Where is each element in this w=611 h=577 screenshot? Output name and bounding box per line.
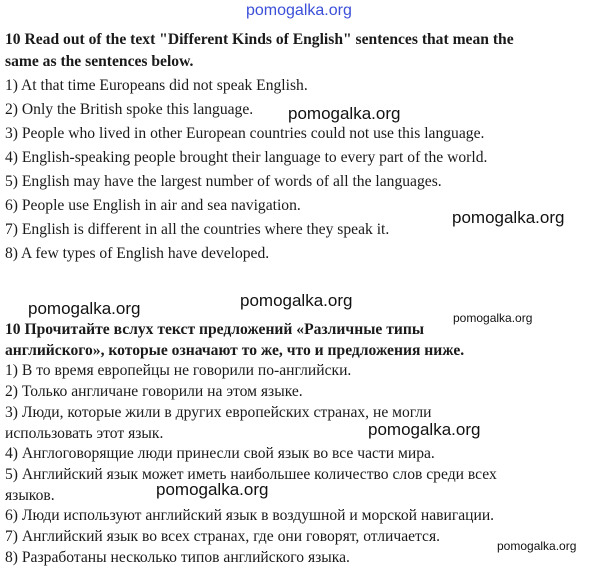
watermark-top: pomogalka.org	[246, 2, 352, 19]
watermark-3: pomogalka.org	[28, 299, 141, 318]
english-sentence-4: 4) English-speaking people brought their language to every part of the world.	[5, 149, 488, 166]
english-sentence-1: 1) At that time Europeans did not speak English.	[5, 77, 308, 94]
english-sentence-2: 2) Only the British spoke this language.	[5, 101, 254, 118]
russian-line-2: 2) Только англичане говорили на этом языке.	[5, 383, 303, 400]
russian-line-6: 5) Английский язык может иметь наибольшее количество слов среди всех	[5, 466, 497, 483]
russian-heading-line2: английского», которые означают то же, что и предложения ниже.	[5, 342, 465, 359]
english-sentence-3: 3) People who lived in other European countries could not use this language.	[5, 125, 485, 142]
russian-line-1: 1) В то время европейцы не говорили по-английски.	[5, 362, 352, 379]
english-heading-line1: 10 Read out of the text "Different Kinds of English" sentences that mean the	[5, 31, 514, 48]
russian-line-8: 6) Люди используют английский язык в воздушной и морской навигации.	[5, 507, 495, 524]
english-sentence-5: 5) English may have the largest number of words of all the languages.	[5, 173, 442, 190]
russian-line-4: использовать этот язык.	[5, 425, 164, 442]
watermark-1: pomogalka.org	[288, 104, 401, 123]
russian-heading-line1: 10 Прочитайте вслух текст предложений «Различные типы	[5, 321, 424, 338]
watermark-4: pomogalka.org	[240, 291, 353, 310]
english-heading-line2: same as the sentences below.	[5, 53, 194, 70]
english-sentence-8: 8) A few types of English have developed.	[5, 245, 270, 262]
watermark-6: pomogalka.org	[368, 420, 481, 439]
watermark-2: pomogalka.org	[452, 208, 565, 227]
english-sentence-6: 6) People use English in air and sea navigation.	[5, 197, 301, 214]
watermark-5: pomogalka.org	[453, 311, 533, 325]
watermark-8: pomogalka.org	[497, 539, 577, 553]
english-sentence-7: 7) English is different in all the countries where they speak it.	[5, 221, 390, 238]
russian-line-9: 7) Английский язык во всех странах, где они говорят, отличается.	[5, 528, 441, 545]
russian-line-7: языков.	[5, 487, 55, 504]
russian-line-5: 4) Англоговорящие люди принесли свой язык во все части мира.	[5, 445, 435, 462]
russian-line-10: 8) Разработаны несколько типов английского языка.	[5, 549, 350, 566]
russian-line-3: 3) Люди, которые жили в других европейских странах, не могли	[5, 404, 432, 421]
watermark-7: pomogalka.org	[156, 480, 269, 499]
